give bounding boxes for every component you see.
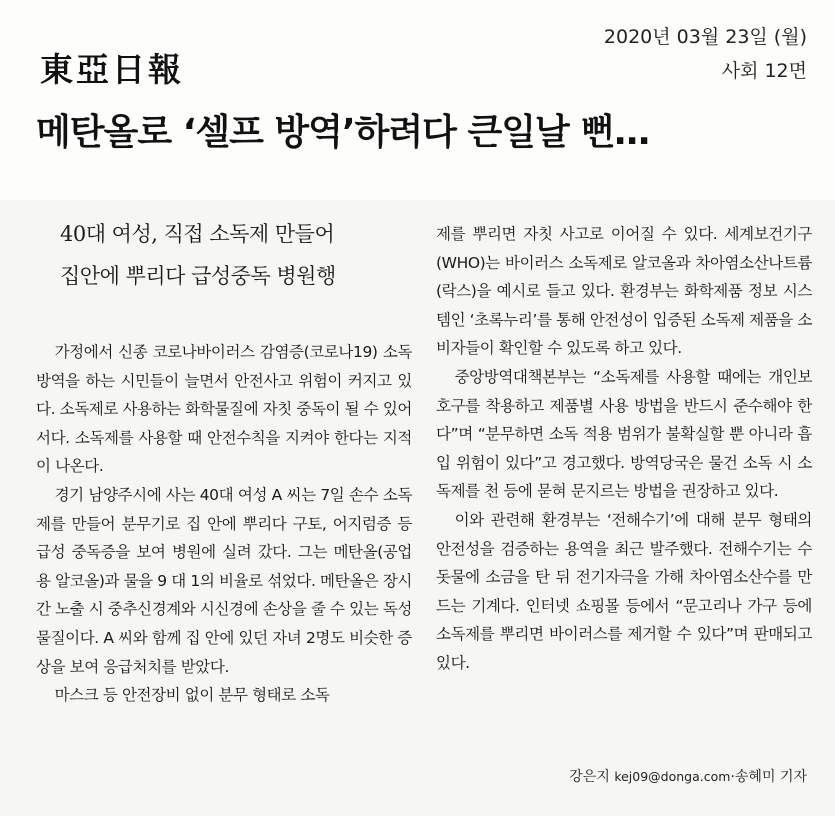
publication-date: 2020년 03월 23일 (월)	[603, 26, 807, 48]
subheadline-line-1: 40대 여성, 직접 소독제 만들어	[60, 222, 335, 246]
left-column	[36, 338, 412, 710]
byline-separator: ·	[730, 769, 735, 785]
section-page: 사회 12면	[721, 60, 807, 82]
paragraph: 경기 남양주시에 사는 40대 여성 A 씨는 7일 손수 소독제를 만들어 분무기로 집 안에 뿌리다 구토, 어지럼증 등 급성 중독증을 보여 병원에 실려 갔다. 그는 메탄올(공업용 알코올)과 물을 9 대 1의 비율로 섞었다. 메탄올은 장시간 노출 시 중추신경계와 시신경에 손상을 줄 수 있는 독성물질이다. A 씨와 함께 집 안에 있던 자녀 2명도 비슷한 증상을 보여 응급처치를 받았다.	[36, 485, 412, 676]
reporter-email: kej09@donga.com	[614, 769, 731, 784]
paragraph: 마스크 등 안전장비 없이 분무 형태로 소독	[54, 686, 330, 705]
subheadline-line-2: 집안에 뿌리다 급성중독 병원행	[60, 264, 336, 288]
reporter-name: 송혜미	[734, 769, 776, 785]
reporter-title: 기자	[779, 769, 807, 785]
paragraph: 이와 관련해 환경부는 ‘전해수기’에 대해 분무 형태의 안전성을 검증하는 용역을 최근 발주했다. 전해수기는 수돗물에 소금을 탄 뒤 전기자극을 가해 차아염소산수를 만드는 기계다. 인터넷 쇼핑몰 등에서 “문고리나 가구 등에 소독제를 뿌리면 바이러스를 제거할 수 있다”며 판매되고 있다.	[436, 510, 812, 672]
paragraph: 제를 뿌리면 자칫 사고로 이어질 수 있다. 세계보건기구(WHO)는 바이러스 소독제로 알코올과 차아염소산나트륨(락스)을 예시로 들고 있다. 환경부는 화학제품 정보 시스템인 ‘초록누리’를 통해 안전성이 입증된 소독제 제품을 소비자들이 확인할 수 있도록 하고 있다.	[436, 225, 812, 358]
headline: 메탄올로 ‘셀프 방역’하려다 큰일날 뻔…	[36, 112, 650, 153]
paragraph: 가정에서 신종 코로나바이러스 감염증(코로나19) 소독방역을 하는 시민들이 늘면서 안전사고 위험이 커지고 있다. 소독제로 사용하는 화학물질에 자칫 중독이 될 수 있어서다. 소독제를 사용할 때 안전수칙을 지켜야 한다는 지적이 나온다.	[36, 343, 412, 476]
byline	[569, 766, 807, 786]
right-column	[436, 220, 812, 678]
newspaper-logo: 東亞日報	[40, 50, 184, 89]
reporter-name: 강은지	[569, 769, 610, 785]
paragraph: 중앙방역대책본부는 “소독제를 사용할 때에는 개인보호구를 착용하고 제품별 사용 방법을 반드시 준수해야 한다”며 “분무하면 소독 적용 범위가 불확실할 뿐 아니라 흡입 위험이 있다”고 경고했다. 방역당국은 물건 소독 시 소독제를 천 등에 묻혀 문지르는 방법을 권장하고 있다.	[436, 367, 812, 501]
